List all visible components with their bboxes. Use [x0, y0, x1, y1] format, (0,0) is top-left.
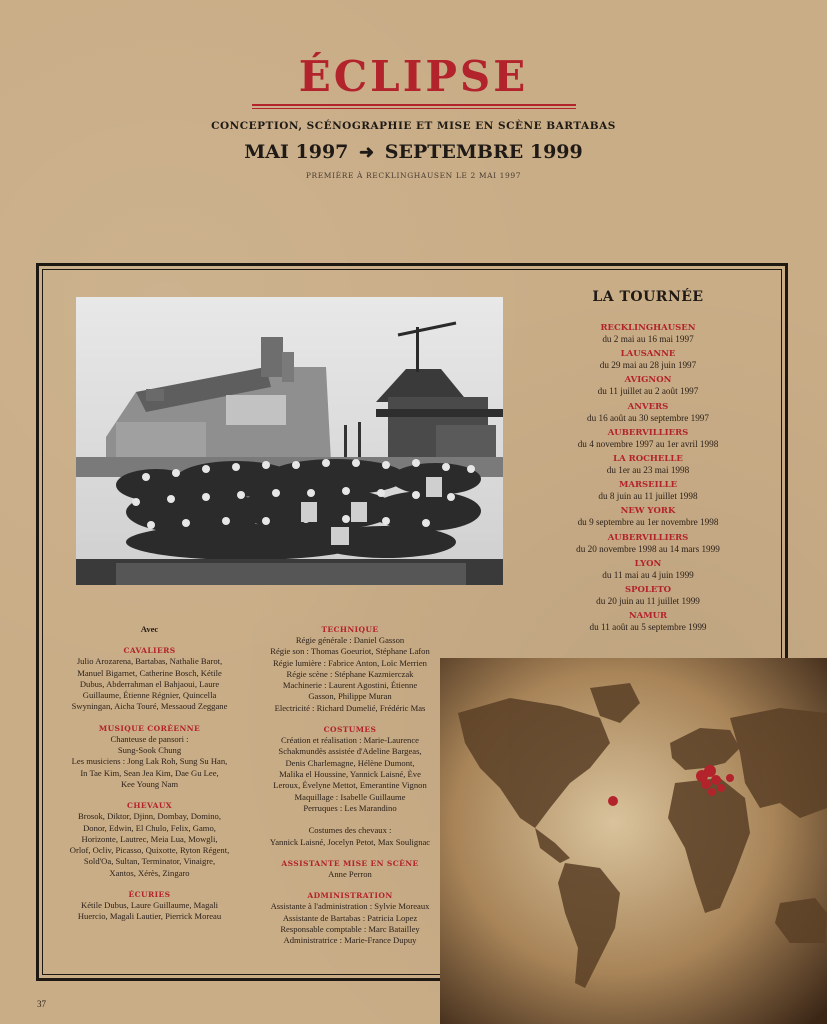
stop-dates: du 16 août au 30 septembre 1997 — [587, 412, 709, 423]
page-subtitle: CONCEPTION, SCÉNOGRAPHIE ET MISE EN SCÈNE BARTABAS — [211, 120, 616, 132]
title-underline — [252, 104, 576, 109]
tour-stop — [548, 375, 748, 397]
stop-city: SPOLETO — [624, 584, 672, 595]
credits-middle-column — [247, 624, 453, 947]
group-photo — [76, 297, 503, 585]
stop-dates: du 20 juin au 11 juillet 1999 — [596, 595, 700, 606]
stop-city: LAUSANNE — [620, 349, 676, 360]
tour-stop — [548, 323, 748, 345]
stop-dates: du 2 mai au 16 mai 1997 — [602, 334, 694, 344]
tour-stop — [548, 349, 748, 371]
page-number: 37 — [37, 999, 46, 1009]
stop-dates: du 11 mai au 4 juin 1999 — [602, 569, 694, 580]
section-text: Julio Arozarena, Bartabas, Nathalie Barot, Manuel Bigarnet, Catherine Bosch, Kétile Dubus, Abderrahman el Bahjaoui, Laure Guillaume, Étienne Régnier, Quincella Swyningan, Aicha Touré, Messaoud Zeggane — [71, 656, 228, 712]
stop-dates: du 11 août au 5 septembre 1999 — [589, 622, 707, 633]
stop-city: AUBERVILLIERS — [607, 427, 689, 438]
stop-city: AUBERVILLIERS — [607, 532, 689, 543]
stop-city: MARSEILLE — [618, 480, 678, 491]
section-text: Régie générale : Daniel Gasson Régie son : Thomas Goeuriot, Stéphane Lafon Régie lumière : Fabrice Anton, Loïc Merrien Régie scène : Stéphane Kazmierczak Machinerie : Laurent Agostini, Étienne Gasson, Philippe Muran Electricité : Richard Dumelié, Frédéric Mas — [270, 635, 430, 713]
tour-stop — [548, 585, 748, 607]
stop-dates: du 20 novembre 1998 au 14 mars 1999 — [576, 543, 720, 554]
stop-dates: du 9 septembre au 1er novembre 1998 — [577, 517, 719, 528]
stop-city: RECKLINGHAUSEN — [600, 323, 696, 333]
section-title: CAVALIERS — [123, 646, 176, 656]
tour-stop — [548, 454, 748, 476]
tour-title: LA TOURNÉE — [592, 289, 704, 305]
world-map — [440, 658, 827, 1024]
stop-city: LYON — [634, 558, 662, 569]
stop-city: NAMUR — [628, 611, 668, 622]
page-title: ÉCLIPSE — [298, 52, 529, 101]
section-text: Assistante à l'administration : Sylvie Moreaux Assistante de Bartabas : Patricia Lopez Responsable comptable : Marc Batailley Administratrice : Marie-France Dupuy — [270, 901, 430, 946]
tour-stop — [548, 402, 748, 424]
date-end: SEPTEMBRE 1999 — [384, 141, 583, 163]
tour-stop — [548, 611, 748, 633]
section-title: ÉCURIES — [128, 890, 171, 900]
date-start: MAI 1997 — [244, 141, 349, 163]
stop-dates: du 8 juin au 11 juillet 1998 — [598, 491, 698, 502]
section-text: Brosok, Diktor, Djinn, Dombay, Domino, Donor, Edwin, El Chulo, Felix, Gamo, Horizonte, Lautrec, Meia Lua, Mowgli, Orlof, Ocliv, Picasso, Quixotte, Ryton Régent, Sold'Oa, Sultan, Terminator, Vinaigre, Xantos, Xérès, Zingaro — [69, 811, 230, 878]
section-title: COSTUMES — [323, 725, 377, 735]
stop-city: NEW YORK — [620, 506, 676, 517]
arrow-right-icon: ➜ — [359, 142, 375, 163]
section-title: TECHNIQUE — [321, 625, 379, 634]
stop-city: LA ROCHELLE — [613, 453, 683, 464]
premiere-note: PREMIÈRE À RECKLINGHAUSEN LE 2 MAI 1997 — [305, 171, 522, 180]
stop-city: AVIGNON — [624, 375, 672, 386]
credits-left-column — [62, 624, 237, 923]
tour-stop — [548, 480, 748, 502]
tour-stop — [548, 428, 748, 450]
section-text: Kétile Dubus, Laure Guillaume, Magali Huercio, Magali Lautier, Pierrick Moreau — [77, 900, 222, 922]
section-text: Création et réalisation : Marie-Laurence Schakmundès assistée d'Adeline Bargeas, Denis Charlemagne, Hélène Dumont, Malika el Houssine, Yannick Laisné, Ève Leroux, Évelyne Mettot, Emerantine Vignon Maquillage : Isabelle Guillaume Perruques : Les Marandino Costumes des chevaux : Yannick Laisné, Jocelyn Petot, Max Soulignac — [269, 735, 431, 847]
section-title: CHEVAUX — [127, 801, 172, 811]
date-range — [0, 141, 827, 163]
stop-dates: du 29 mai au 28 juin 1997 — [599, 360, 697, 371]
tour-stop-list — [548, 323, 748, 633]
section-title: MUSIQUE CORÉENNE — [98, 723, 201, 733]
stop-dates: du 11 juillet au 2 août 1997 — [597, 386, 699, 397]
credits-intro: Avec — [140, 624, 159, 634]
section-title: ASSISTANTE MISE EN SCÈNE — [281, 859, 419, 869]
tour-section — [548, 285, 748, 637]
stop-dates: du 4 novembre 1997 au 1er avril 1998 — [577, 438, 719, 449]
stop-city: ANVERS — [627, 401, 669, 412]
group-photo-image — [76, 297, 503, 585]
section-text: Chanteuse de pansori : Sung-Sook Chung Les musiciens : Jong Lak Roh, Sung Su Han, In Tae Kim, Sean Jea Kim, Dae Gu Lee, Kee Young Nam — [71, 733, 228, 789]
tour-stop — [548, 506, 748, 528]
stop-dates: du 1er au 23 mai 1998 — [606, 464, 690, 475]
tour-stop — [548, 559, 748, 581]
section-title: ADMINISTRATION — [307, 891, 393, 901]
map-marker-new-york — [608, 796, 618, 806]
tour-stop — [548, 533, 748, 555]
world-map-image — [440, 658, 827, 1024]
section-text: Anne Perron — [328, 869, 372, 880]
